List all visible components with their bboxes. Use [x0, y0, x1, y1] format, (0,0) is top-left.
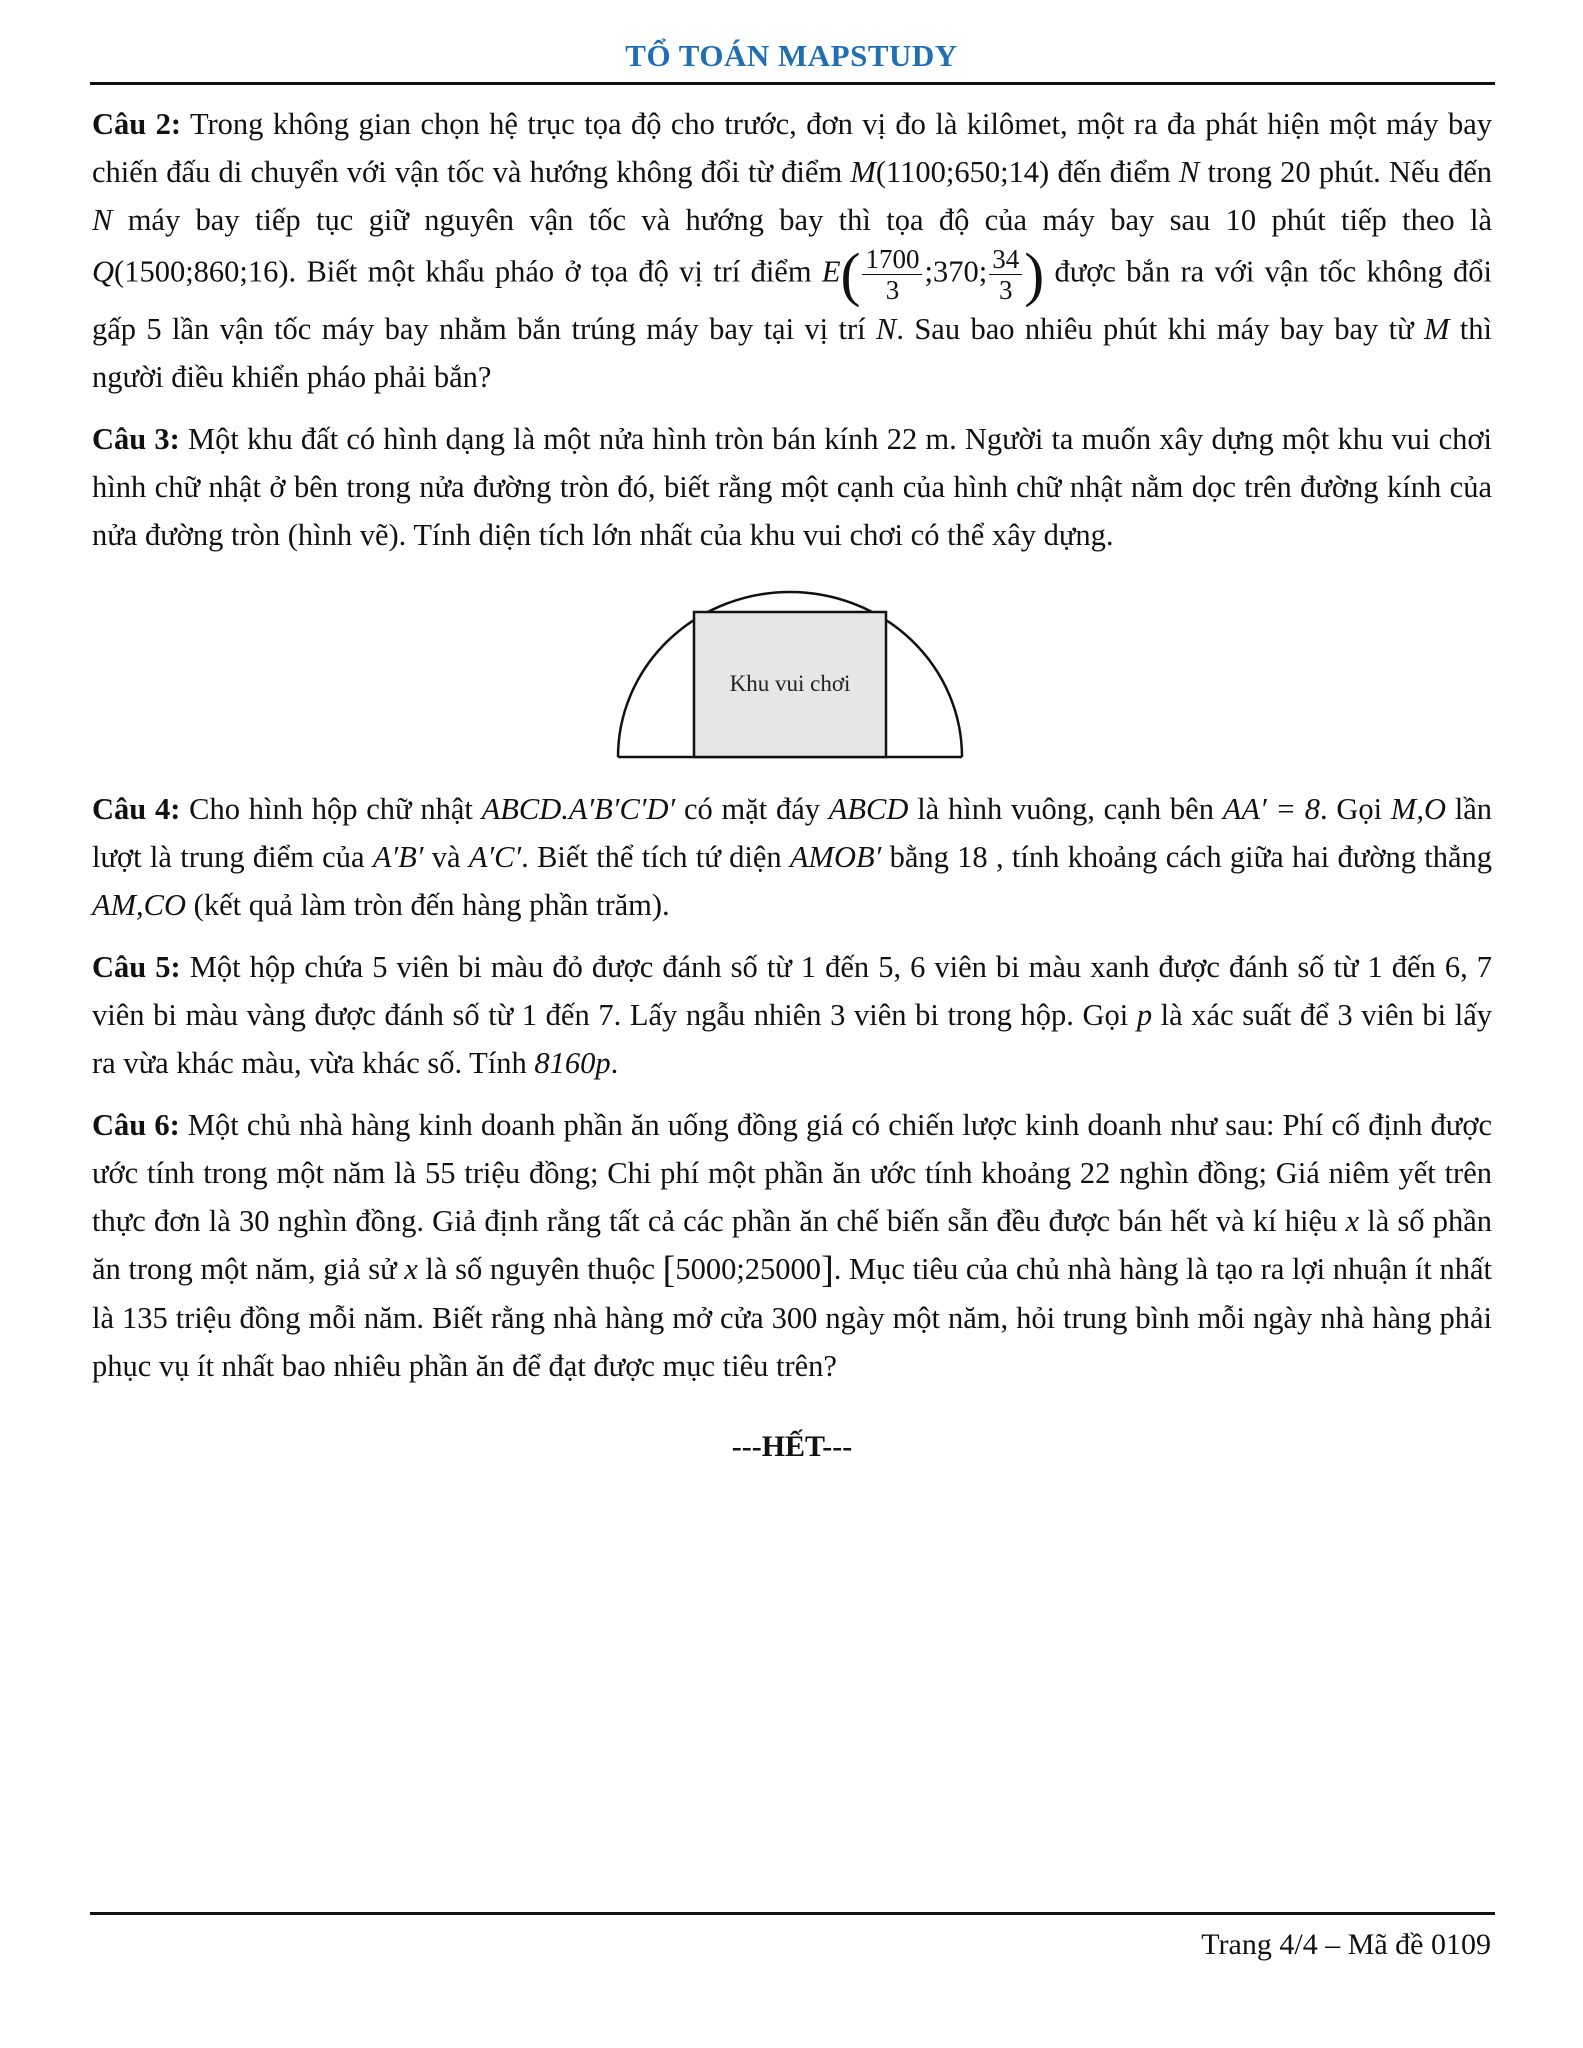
page-header-title: TỔ TOÁN MAPSTUDY: [625, 38, 958, 73]
question-label: Câu 5:: [92, 950, 181, 984]
semicircle-diagram: [612, 585, 972, 765]
page-content: [92, 100, 1492, 1464]
end-mark: ---HẾT---: [731, 1430, 853, 1463]
question-label: Câu 2:: [92, 107, 182, 141]
semicircle-figure: [92, 585, 1492, 765]
play-area-label: Khu vui chơi: [729, 671, 851, 696]
question-4: Câu 4: Cho hình hộp chữ nhật ABCD.A′B′C′D′ có mặt đáy ABCD là hình vuông, cạnh bên AA′ = 8. Gọi M,O lần lượt là trung điểm của A′B′ và A′C′. Biết thể tích tứ diện AMOB′ bằng 18 , tính khoảng cách giữa hai đường thẳng AM,CO (kết quả làm tròn đến hàng phần trăm).: [92, 792, 1493, 922]
question-2: Câu 2: Trong không gian chọn hệ trục tọa độ cho trước, đơn vị đo là kilômet, một ra đa phát hiện một máy bay chiến đấu di chuyển với vận tốc và hướng không đổi từ điểm M(1100;650;14) đến điểm N trong 20 phút. Nếu đến N máy bay tiếp tục giữ nguyên vận tốc và hướng bay thì tọa độ của máy bay sau 10 phút tiếp theo là Q(1500;860;16). Biết một khẩu pháo ở tọa độ vị trí điểm E( $\frac{1700}{3}$ ;370; $\frac{34}{3}$ ) được bắn ra với vận tốc không đổi gấp 5 lần vận tốc máy bay nhằm bắn trúng máy bay tại vị trí N. Sau bao nhiêu phút khi máy bay bay từ M thì người điều khiển pháo phải bắn?: [92, 107, 1493, 394]
question-label: Câu 4:: [92, 792, 181, 826]
fraction: $\frac{34}{3}$: [989, 244, 1022, 305]
question-label: Câu 3:: [92, 422, 180, 456]
header-rule: [90, 82, 1495, 85]
question-label: Câu 6:: [92, 1108, 180, 1142]
footer-rule: [90, 1912, 1495, 1915]
page-footer: Trang 4/4 – Mã đề 0109: [1201, 1928, 1491, 1961]
question-6: Câu 6: Một chủ nhà hàng kinh doanh phần ăn uống đồng giá có chiến lược kinh doanh như sau: Phí cố định được ước tính trong một năm là 55 triệu đồng; Chi phí một phần ăn ước tính khoảng 22 nghìn đồng; Giá niêm yết trên thực đơn là 30 nghìn đồng. Giả định rằng tất cả các phần ăn chế biến sẵn đều được bán hết và kí hiệu x là số phần ăn trong một năm, giả sử x là số nguyên thuộc [5000;25000]. Mục tiêu của chủ nhà hàng là tạo ra lợi nhuận ít nhất là 135 triệu đồng mỗi năm. Biết rằng nhà hàng mở cửa 300 ngày một năm, hỏi trung bình mỗi ngày nhà hàng phải phục vụ ít nhất bao nhiêu phần ăn để đạt được mục tiêu trên?: [92, 1108, 1493, 1383]
fraction: $\frac{1700}{3}$: [862, 244, 922, 305]
question-3: Câu 3: Một khu đất có hình dạng là một nửa hình tròn bán kính 22 m. Người ta muốn xây dựng một khu vui chơi hình chữ nhật ở bên trong nửa đường tròn đó, biết rằng một cạnh của hình chữ nhật nằm dọc trên đường kính của nửa đường tròn (hình vẽ). Tính diện tích lớn nhất của khu vui chơi có thể xây dựng.: [92, 422, 1492, 552]
question-5: Câu 5: Một hộp chứa 5 viên bi màu đỏ được đánh số từ 1 đến 5, 6 viên bi màu xanh được đánh số từ 1 đến 6, 7 viên bi màu vàng được đánh số từ 1 đến 7. Lấy ngẫu nhiên 3 viên bi trong hộp. Gọi p là xác suất để 3 viên bi lấy ra vừa khác màu, vừa khác số. Tính 8160p.: [92, 950, 1492, 1080]
